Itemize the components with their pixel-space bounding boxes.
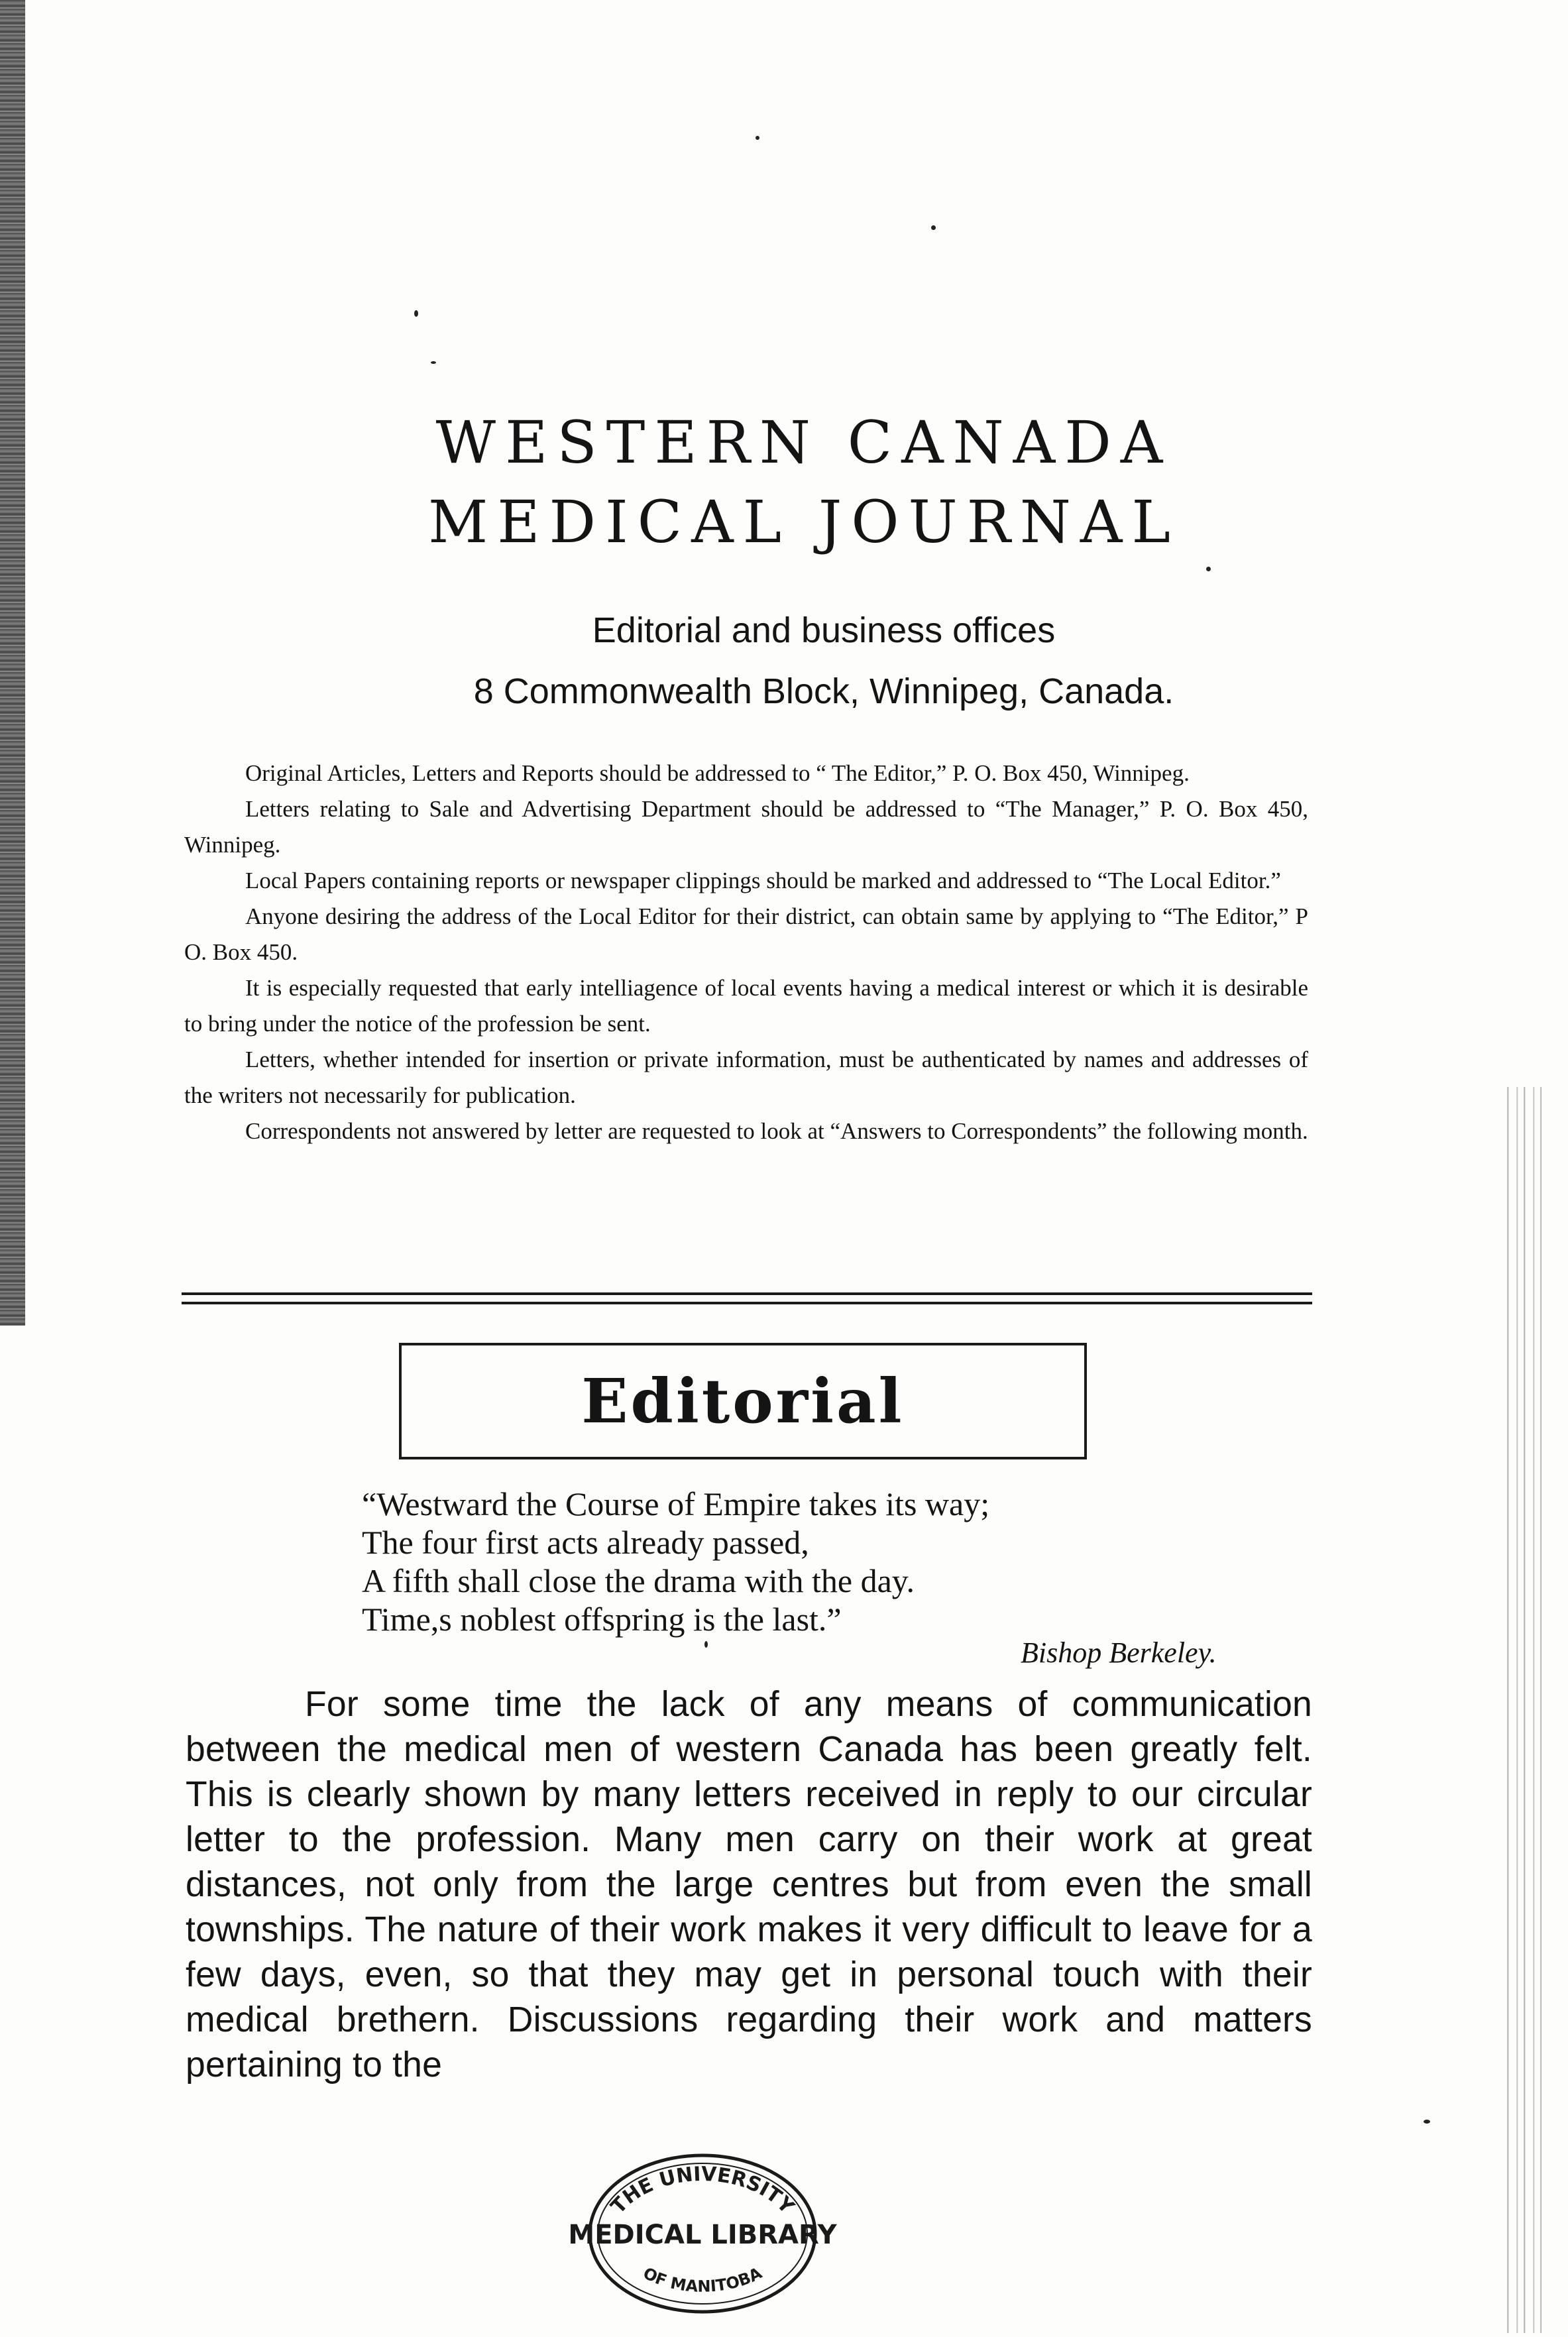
poem-line: Time,s noblest offspring is the last.” (362, 1601, 842, 1638)
scan-speck (931, 225, 936, 230)
stamp-text-middle: MEDICAL LIBRARY (568, 2220, 837, 2250)
notice-paragraph: Letters relating to Sale and Advertising Department should be addressed to “The Manager,” P. O. Box 450, Winnipeg. (184, 796, 1308, 858)
editorial-heading-box (399, 1343, 1087, 1459)
offices-line-1: Editorial and business offices (592, 610, 1056, 650)
scanned-page-edge-left (0, 0, 25, 1326)
journal-title-line-1: WESTERN CANADA (435, 408, 1172, 477)
editorial-paragraph: For some time the lack of any means of communication between the medical men of western Canada has been greatly felt. This is clearly shown by many letters received in reply to our circular letter to the profession. Many men carry on their work at great distances, not only from the large centres but from even the small townships. The nature of their work makes it very difficult to leave for a few days, even, so that they may get in personal touch with their medical brethern. Discussions regarding their work and matters pertaining to the (186, 1685, 1312, 2084)
poem-line: A fifth shall close the drama with the day. (362, 1562, 915, 1599)
divider-rule (182, 1292, 1312, 1295)
scan-speck (1206, 567, 1211, 571)
correspondence-notices (184, 756, 1308, 1149)
notice-paragraph: Local Papers containing reports or newspaper clippings should be marked and addressed to “The Local Editor.” (245, 868, 1281, 893)
library-stamp (563, 2141, 842, 2333)
scan-speck (1424, 2120, 1430, 2124)
poem-attribution: Bishop Berkeley. (1021, 1636, 1217, 1669)
scan-speck (756, 136, 759, 140)
stamp-text-bottom: OF MANITOBA (640, 2263, 765, 2296)
stamp-text-top: THE UNIVERSITY (606, 2162, 799, 2219)
journal-title-line-2: MEDICAL JOURNAL (428, 488, 1180, 556)
poem-line: The four first acts already passed, (362, 1524, 809, 1561)
offices-address: 8 Commonwealth Block, Winnipeg, Canada. (473, 671, 1174, 711)
scan-speck (704, 1641, 708, 1648)
scan-speck (431, 361, 436, 364)
notice-paragraph: Anyone desiring the address of the Local Editor for their district, can obtain same by applying to “The Editor,” P O. Box 450. (184, 903, 1308, 965)
poem-line: “Westward the Course of Empire takes its way; (362, 1485, 990, 1522)
notice-paragraph: Letters, whether intended for insertion or private information, must be authenticated by names and addresses of the writers not necessarily for publication. (184, 1047, 1308, 1108)
scanned-page-edge-right (1502, 1087, 1541, 2333)
epigraph-poem (362, 1485, 1276, 1638)
editorial-body (186, 1682, 1312, 2088)
notice-paragraph: It is especially requested that early intelliagence of local events having a medical interest or which it is desirable to bring under the notice of the profession be sent. (184, 975, 1308, 1037)
notice-paragraph: Original Articles, Letters and Reports should be addressed to “ The Editor,” P. O. Box 450, Winnipeg. (245, 760, 1190, 786)
editorial-heading: Editorial (581, 1365, 905, 1437)
notice-paragraph: Correspondents not answered by letter are requested to look at “Answers to Correspondents” the following month. (245, 1118, 1308, 1144)
scan-speck (414, 310, 418, 317)
divider-rule (182, 1302, 1312, 1304)
